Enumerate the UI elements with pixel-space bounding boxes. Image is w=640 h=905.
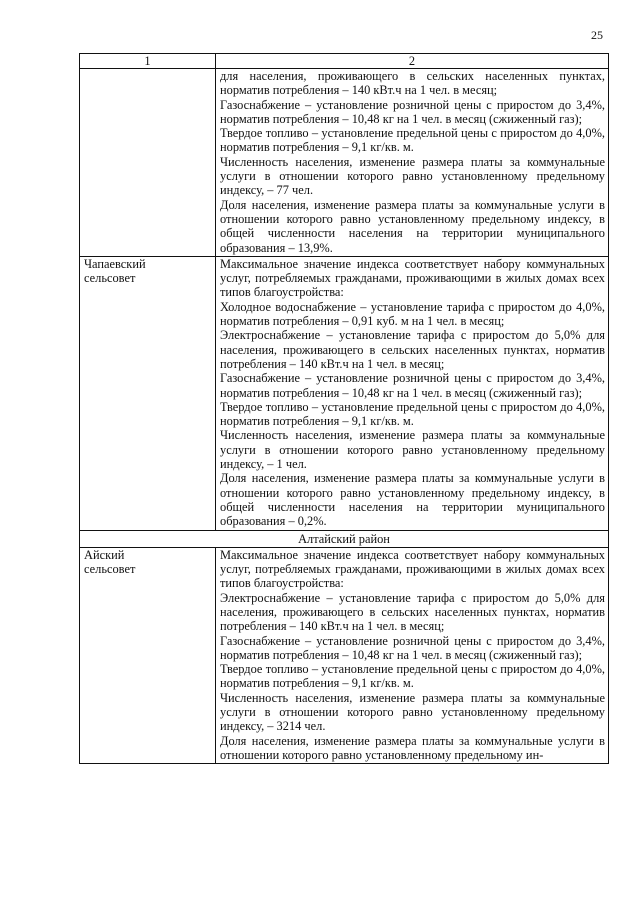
municipality-name: Айский сельсовет bbox=[80, 547, 216, 763]
paragraph: Твердое топливо – установление предельной цены с приростом до 4,0%, норматив потребления – 9,1 кг/кв. м. bbox=[220, 399, 605, 429]
description-cell bbox=[216, 69, 609, 257]
tariff-table bbox=[79, 53, 609, 764]
paragraph: Электроснабжение – установление тарифа с приростом до 5,0% для населения, проживающего в сельских населенных пунктах, норматив потребления – 140 кВт.ч на 1 чел. в месяц; bbox=[220, 328, 605, 371]
paragraph: Численность населения, изменение размера платы за коммунальные услуги в отношении которого равно установленному предельному индексу, – 3214 чел. bbox=[220, 690, 605, 734]
table-row bbox=[80, 69, 609, 257]
paragraph: Максимальное значение индекса соответствует набору коммунальных услуг, потребляемых гражданами, проживающими в жилых домах всех типов благоустройства: bbox=[220, 256, 605, 300]
table-row bbox=[80, 547, 609, 763]
paragraph: Газоснабжение – установление розничной цены с приростом до 3,4%, норматив потребления – 10,48 кг на 1 чел. в месяц (сжиженный газ); bbox=[220, 633, 605, 662]
paragraph: Газоснабжение – установление розничной цены с приростом до 3,4%, норматив потребления – 10,48 кг на 1 чел. в месяц (сжиженный газ); bbox=[220, 97, 605, 126]
paragraph: Холодное водоснабжение – установление тарифа с приростом до 4,0%, норматив потребления – 0,91 куб. м на 1 чел. в месяц; bbox=[220, 299, 605, 329]
paragraph: Численность населения, изменение размера платы за коммунальные услуги в отношении которого равно установленному предельному индексу, – 77 чел. bbox=[220, 154, 605, 198]
table-header-row bbox=[80, 54, 609, 69]
paragraph: Доля населения, изменение размера платы за коммунальные услуги в отношении которого равно установленному предельному ин- bbox=[220, 733, 605, 762]
municipality-name: Чапаевский сельсовет bbox=[80, 256, 216, 530]
paragraph: Газоснабжение – установление розничной цены с приростом до 3,4%, норматив потребления – 10,48 кг на 1 чел. в месяц (сжиженный газ); bbox=[220, 371, 605, 400]
paragraph: Доля населения, изменение размера платы за коммунальные услуги в отношении которого равно установленному предельному индексу, в общей численности населения на территории муниципального образования – 13,9%. bbox=[220, 197, 605, 255]
paragraph: Численность населения, изменение размера платы за коммунальные услуги в отношении которого равно установленному предельному индексу, – 1 чел. bbox=[220, 428, 605, 472]
municipality-name bbox=[80, 69, 216, 257]
table-row bbox=[80, 256, 609, 530]
page-number: 25 bbox=[591, 28, 603, 42]
paragraph: для населения, проживающего в сельских населенных пунктах, норматив потребления – 140 кВт.ч на 1 чел. в месяц; bbox=[220, 69, 605, 98]
column-header-1: 1 bbox=[80, 54, 216, 69]
region-row bbox=[80, 530, 609, 547]
paragraph: Твердое топливо – установление предельной цены с приростом до 4,0%, норматив потребления – 9,1 кг/кв. м. bbox=[220, 662, 605, 691]
description-cell bbox=[216, 547, 609, 763]
paragraph: Доля населения, изменение размера платы за коммунальные услуги в отношении которого равно установленному предельному индексу, в общей численности населения на территории муниципального образования – 0,2%. bbox=[220, 471, 605, 529]
paragraph: Твердое топливо – установление предельной цены с приростом до 4,0%, норматив потребления – 9,1 кг/кв. м. bbox=[220, 126, 605, 155]
region-title: Алтайский район bbox=[80, 530, 609, 547]
paragraph: Максимальное значение индекса соответствует набору коммунальных услуг, потребляемых гражданами, проживающими в жилых домах всех типов благоустройства: bbox=[220, 547, 605, 591]
column-header-2: 2 bbox=[216, 54, 609, 69]
paragraph: Электроснабжение – установление тарифа с приростом до 5,0% для населения, проживающего в сельских населенных пунктах, норматив потребления – 140 кВт.ч на 1 чел. в месяц; bbox=[220, 590, 605, 634]
description-cell bbox=[216, 256, 609, 530]
